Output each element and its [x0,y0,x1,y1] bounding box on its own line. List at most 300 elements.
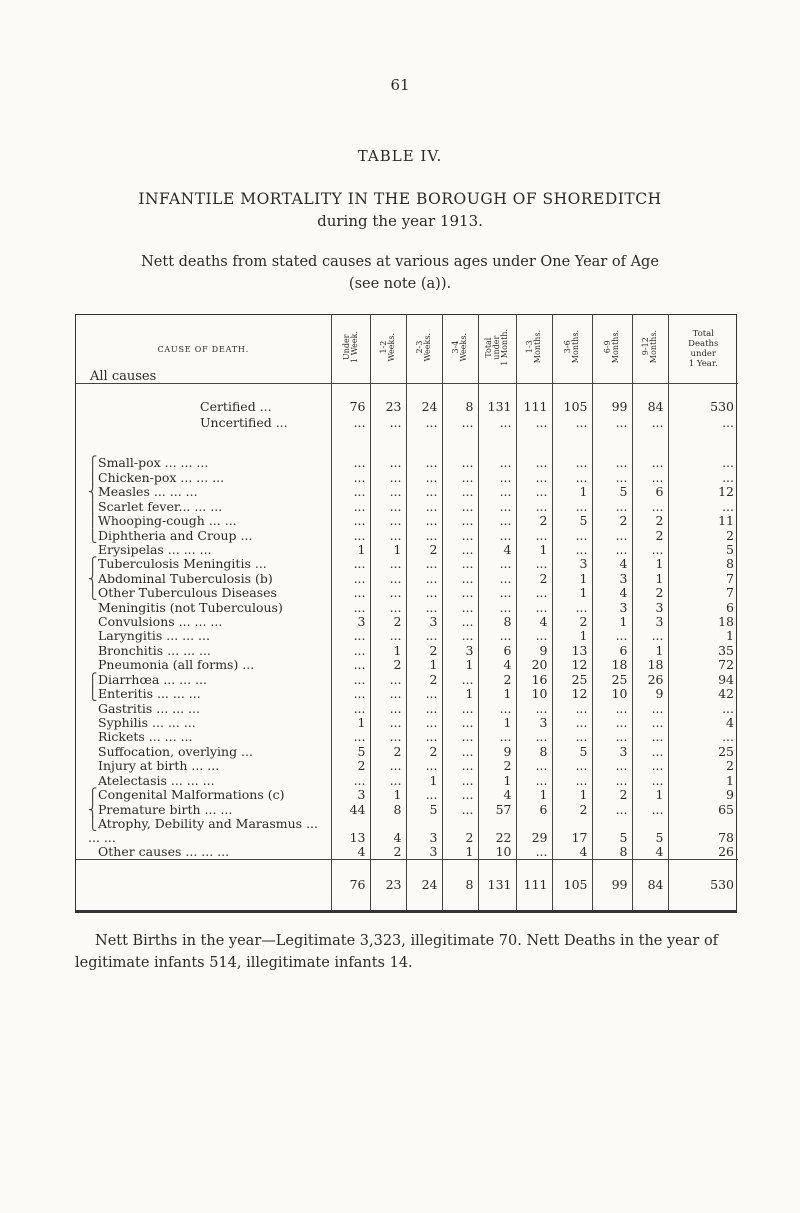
spacer-row [76,384,738,399]
value-cell: 2 [370,845,406,860]
brace-mark: ⎪ [88,469,98,485]
value-cell: 4 [592,557,632,571]
value-cell: ... [552,414,592,430]
value-cell: 1 [632,788,668,802]
value-cell: 1 [632,643,668,657]
value-cell: ... [632,543,668,557]
total-cell: 8 [442,860,478,911]
cause-cell [76,398,331,414]
value-cell: 8 [442,398,478,414]
brace-mark: ⎧ [88,455,98,471]
value-cell: 1 [442,845,478,860]
brace-mark: ⎩ [88,815,98,831]
cause-label: Syphilis ... ... ... [98,715,196,731]
header-col [516,315,552,384]
value-cell: ... [632,802,668,816]
header-col [370,315,406,384]
value-cell: ... [632,499,668,513]
value-cell: 1 [516,788,552,802]
value-cell: ... [552,730,592,744]
table-row [76,456,738,470]
table-row [76,845,738,860]
value-cell: 1 [331,543,370,557]
value-cell: 10 [516,687,552,701]
table-row [76,586,738,600]
value-cell: 5 [552,514,592,528]
cause-label: Pneumonia (all forms) ... [98,657,255,673]
table-row [76,716,738,730]
value-cell: 2 [406,543,442,557]
header-col [632,315,668,384]
cause-label: Diarrhœa ... ... ... [98,671,207,687]
value-cell: ... [370,456,406,470]
value-cell: 1 [442,687,478,701]
brace-mark: ⎪ [88,498,98,514]
value-cell: ... [516,759,552,773]
value-cell: ... [592,414,632,430]
brace-mark: ⎨ [88,801,98,817]
total-cell: 24 [406,860,442,911]
cell [76,384,331,399]
value-cell: ... [442,557,478,571]
value-cell: ... [668,414,738,430]
value-cell: ... [478,514,516,528]
cell [406,430,442,456]
cause-label: Enteritis ... ... ... [98,686,201,702]
value-cell: 3 [331,788,370,802]
value-cell: 1 [331,716,370,730]
value-cell: ... [478,414,516,430]
cell [442,430,478,456]
value-cell: 2 [442,817,478,845]
cause-label: Congenital Malformations (c) [98,787,285,803]
value-cell: ... [478,485,516,499]
value-cell: ... [331,629,370,643]
brace-mark: ⎧ [88,787,98,803]
value-cell: ... [478,557,516,571]
value-cell: 1 [370,543,406,557]
header-2-3-weeks: 2-3 Weeks. [415,332,432,362]
value-cell: ... [442,615,478,629]
value-cell: ... [632,456,668,470]
value-cell: 2 [406,643,442,657]
value-cell: 18 [632,658,668,672]
cause-cell [76,658,331,672]
value-cell: ... [592,499,632,513]
value-cell: 8 [592,845,632,860]
value-cell: ... [632,414,668,430]
value-cell: 13 [552,643,592,657]
value-cell: ... [442,514,478,528]
value-cell: 5 [552,744,592,758]
value-cell: ... [442,571,478,585]
value-cell: ... [442,499,478,513]
value-cell: 3 [442,643,478,657]
value-cell: ... [331,571,370,585]
value-cell: ... [516,499,552,513]
value-cell: 65 [668,802,738,816]
value-cell: ... [592,773,632,787]
cell [592,384,632,399]
value-cell: 6 [632,485,668,499]
value-cell: 2 [632,528,668,542]
table-row [76,759,738,773]
header-6-9-months: 6-9 Months. [603,330,620,364]
value-cell: 1 [552,571,592,585]
table-row [76,802,738,816]
value-cell: ... [592,456,632,470]
header-9-12-months: 9-12 Months. [641,330,658,364]
cell [516,384,552,399]
cause-cell [76,528,331,542]
value-cell: 4 [516,615,552,629]
cause-cell [76,485,331,499]
total-cell: 99 [592,860,632,911]
value-cell: 1 [478,687,516,701]
table-row [76,398,738,414]
value-cell: ... [331,658,370,672]
value-cell: ... [478,528,516,542]
cause-cell [76,586,331,600]
value-cell: 6 [478,643,516,657]
totals-row [76,860,738,911]
value-cell: 24 [406,398,442,414]
table-row [76,730,738,744]
value-cell: ... [370,730,406,744]
value-cell: ... [516,600,552,614]
table-row [76,687,738,701]
value-cell: 18 [668,615,738,629]
table-row [76,557,738,571]
table-title: INFANTILE MORTALITY IN THE BOROUGH OF SHOREDITCH [138,190,662,208]
value-cell: 2 [478,672,516,686]
cause-cell [76,615,331,629]
table-row [76,485,738,499]
value-cell: ... [331,514,370,528]
value-cell: ... [406,600,442,614]
value-cell: ... [331,730,370,744]
value-cell: ... [406,730,442,744]
value-cell: ... [632,701,668,715]
value-cell: ... [406,470,442,484]
cause-cell [76,759,331,773]
cause-cell [76,730,331,744]
value-cell: ... [516,470,552,484]
value-cell: 1 [592,615,632,629]
value-cell: ... [516,730,552,744]
value-cell: ... [331,470,370,484]
value-cell: ... [552,528,592,542]
value-cell: ... [592,730,632,744]
cause-cell [76,499,331,513]
value-cell: ... [668,470,738,484]
value-cell: ... [516,485,552,499]
header-under-1-week: Under 1 Week. [341,330,359,364]
value-cell: ... [442,470,478,484]
value-cell: 1 [370,788,406,802]
value-cell: ... [442,788,478,802]
value-cell: 105 [552,398,592,414]
value-cell: ... [331,586,370,600]
value-cell: 2 [331,759,370,773]
table-body [76,384,738,911]
value-cell: ... [668,499,738,513]
cause-label: Rickets ... ... ... [98,729,193,745]
value-cell: ... [442,716,478,730]
table-row [76,615,738,629]
value-cell: 2 [406,672,442,686]
cause-label: Measles ... ... ... [98,484,198,500]
value-cell: ... [442,802,478,816]
value-cell: 44 [331,802,370,816]
cause-label: Bronchitis ... ... ... [98,642,211,658]
cause-label: Injury at birth ... ... [98,758,220,774]
value-cell: ... [331,557,370,571]
header-total-label: Total Deaths under 1 Year. [688,329,719,369]
value-cell: ... [370,499,406,513]
value-cell: ... [370,629,406,643]
value-cell: ... [331,485,370,499]
value-cell: 29 [516,817,552,845]
cause-cell [76,672,331,686]
value-cell: 2 [668,759,738,773]
cause-cell [76,629,331,643]
header-col [406,315,442,384]
value-cell: ... [406,528,442,542]
cell [478,384,516,399]
value-cell: ... [406,687,442,701]
value-cell: ... [442,485,478,499]
value-cell: 23 [370,398,406,414]
cause-label: Suffocation, overlying ... [98,743,253,759]
value-cell: 5 [668,543,738,557]
value-cell: ... [406,499,442,513]
value-cell: 25 [592,672,632,686]
value-cell: ... [516,414,552,430]
value-cell: 4 [331,845,370,860]
total-cell: 530 [668,860,738,911]
value-cell: 5 [592,817,632,845]
value-cell: 26 [632,672,668,686]
cause-label: Gastritis ... ... ... [98,700,200,716]
total-cell: 105 [552,860,592,911]
value-cell: ... [478,600,516,614]
cause-cell [76,470,331,484]
value-cell: ... [442,773,478,787]
value-cell: 1 [552,485,592,499]
value-cell: ... [370,759,406,773]
value-cell: 42 [668,687,738,701]
value-cell: ... [406,414,442,430]
births-note: Nett Births in the year—Legitimate 3,323, illegitimate 70. Nett Deaths in the year of legitimate infants 514, illegitimate infants 14. [75,933,719,971]
value-cell: ... [442,456,478,470]
value-cell: 8 [370,802,406,816]
value-cell: ... [370,672,406,686]
header-col [552,315,592,384]
value-cell: ... [370,485,406,499]
value-cell: 12 [552,658,592,672]
value-cell: 6 [668,600,738,614]
cell [406,384,442,399]
header-col [478,315,516,384]
header-col [442,315,478,384]
cause-label: Abdominal Tuberculosis (b) [98,570,273,586]
value-cell: ... [632,744,668,758]
value-cell: 2 [406,744,442,758]
value-cell: ... [592,528,632,542]
value-cell: ... [516,557,552,571]
value-cell: 2 [516,571,552,585]
header-total-under-1-month: Total under 1 Month. [484,328,509,366]
value-cell: ... [370,414,406,430]
value-cell: 4 [370,817,406,845]
value-cell: 5 [406,802,442,816]
value-cell: 18 [592,658,632,672]
value-cell: ... [442,600,478,614]
cell [76,430,331,456]
total-cell: 23 [370,860,406,911]
value-cell: ... [406,456,442,470]
table-row [76,672,738,686]
cell [478,430,516,456]
cell [331,430,370,456]
value-cell: ... [331,600,370,614]
brace-mark: ⎪ [88,513,98,529]
table-description-line1: Nett deaths from stated causes at various ages under One Year of Age [141,254,659,270]
value-cell: 35 [668,643,738,657]
value-cell: 8 [668,557,738,571]
value-cell: ... [331,499,370,513]
value-cell: ... [442,629,478,643]
table-row [76,629,738,643]
header-3-6-months: 3-6 Months. [563,330,580,364]
value-cell: ... [406,788,442,802]
total-cell: 76 [331,860,370,911]
value-cell: ... [552,600,592,614]
cause-label: Other causes ... ... ... [98,844,230,859]
cause-label: Erysipelas ... ... ... [98,541,212,557]
cause-cell [76,543,331,557]
cell [76,860,331,911]
value-cell: 16 [516,672,552,686]
value-cell: 11 [668,514,738,528]
value-cell: ... [552,773,592,787]
value-cell: 2 [592,514,632,528]
table-row [76,414,738,430]
table-subtitle: during the year 1913. [317,212,483,230]
value-cell: 111 [516,398,552,414]
cause-label: Laryngitis ... ... ... [98,628,210,644]
cause-cell [76,514,331,528]
value-cell: 1 [668,629,738,643]
value-cell: 1 [632,557,668,571]
value-cell: 2 [632,514,668,528]
brace-mark: ⎧ [88,671,98,687]
value-cell: ... [592,701,632,715]
value-cell: ... [516,845,552,860]
value-cell: ... [370,586,406,600]
value-cell: ... [478,470,516,484]
value-cell: ... [442,543,478,557]
mortality-table [75,314,737,913]
cause-label: Convulsions ... ... ... [98,614,223,630]
value-cell: 1 [552,586,592,600]
table-row [76,643,738,657]
cell [592,430,632,456]
value-cell: 3 [592,571,632,585]
value-cell: ... [478,701,516,715]
value-cell: ... [552,499,592,513]
value-cell: 3 [632,615,668,629]
cause-label: Scarlet fever... ... ... [98,498,223,514]
table-row [76,817,738,845]
brace-mark: ⎨ [88,570,98,586]
value-cell: 72 [668,658,738,672]
value-cell: ... [442,730,478,744]
value-cell: ... [552,456,592,470]
value-cell: ... [331,456,370,470]
header-col [331,315,370,384]
value-cell: ... [406,586,442,600]
value-cell: 4 [478,658,516,672]
cause-cell [76,571,331,585]
value-cell: 99 [592,398,632,414]
value-cell: 7 [668,586,738,600]
value-cell: ... [516,629,552,643]
value-cell: 78 [668,817,738,845]
value-cell: ... [632,773,668,787]
value-cell: 2 [370,658,406,672]
header-1-3-months: 1-3 Months. [525,330,542,364]
value-cell: ... [406,629,442,643]
table-row [76,658,738,672]
cell [370,430,406,456]
value-cell: ... [516,456,552,470]
value-cell: 57 [478,802,516,816]
value-cell: 2 [370,744,406,758]
value-cell: 1 [668,773,738,787]
brace-mark: ⎩ [88,585,98,601]
cause-label: Meningitis (not Tuberculous) [98,599,283,615]
value-cell: 4 [552,845,592,860]
value-cell: 2 [592,788,632,802]
value-cell: 1 [406,773,442,787]
value-cell: ... [478,499,516,513]
cause-label: Small-pox ... ... ... [98,455,209,471]
value-cell: 3 [331,615,370,629]
cause-cell [76,557,331,571]
value-cell: 2 [478,759,516,773]
value-cell: 4 [478,788,516,802]
cause-cell [76,802,331,816]
value-cell: 26 [668,845,738,860]
spacer-row [76,430,738,456]
value-cell: 20 [516,658,552,672]
header-3-4-weeks: 3-4 Weeks. [451,332,468,362]
table-row [76,773,738,787]
table-row [76,470,738,484]
value-cell: 1 [552,629,592,643]
value-cell: 12 [668,485,738,499]
all-causes-label: All causes [90,369,157,384]
value-cell: ... [442,701,478,715]
value-cell: ... [552,543,592,557]
cause-cell [76,643,331,657]
cause-label: Tuberculosis Meningitis ... [98,556,267,572]
value-cell: ... [592,629,632,643]
value-cell: 2 [370,615,406,629]
value-cell: ... [632,716,668,730]
